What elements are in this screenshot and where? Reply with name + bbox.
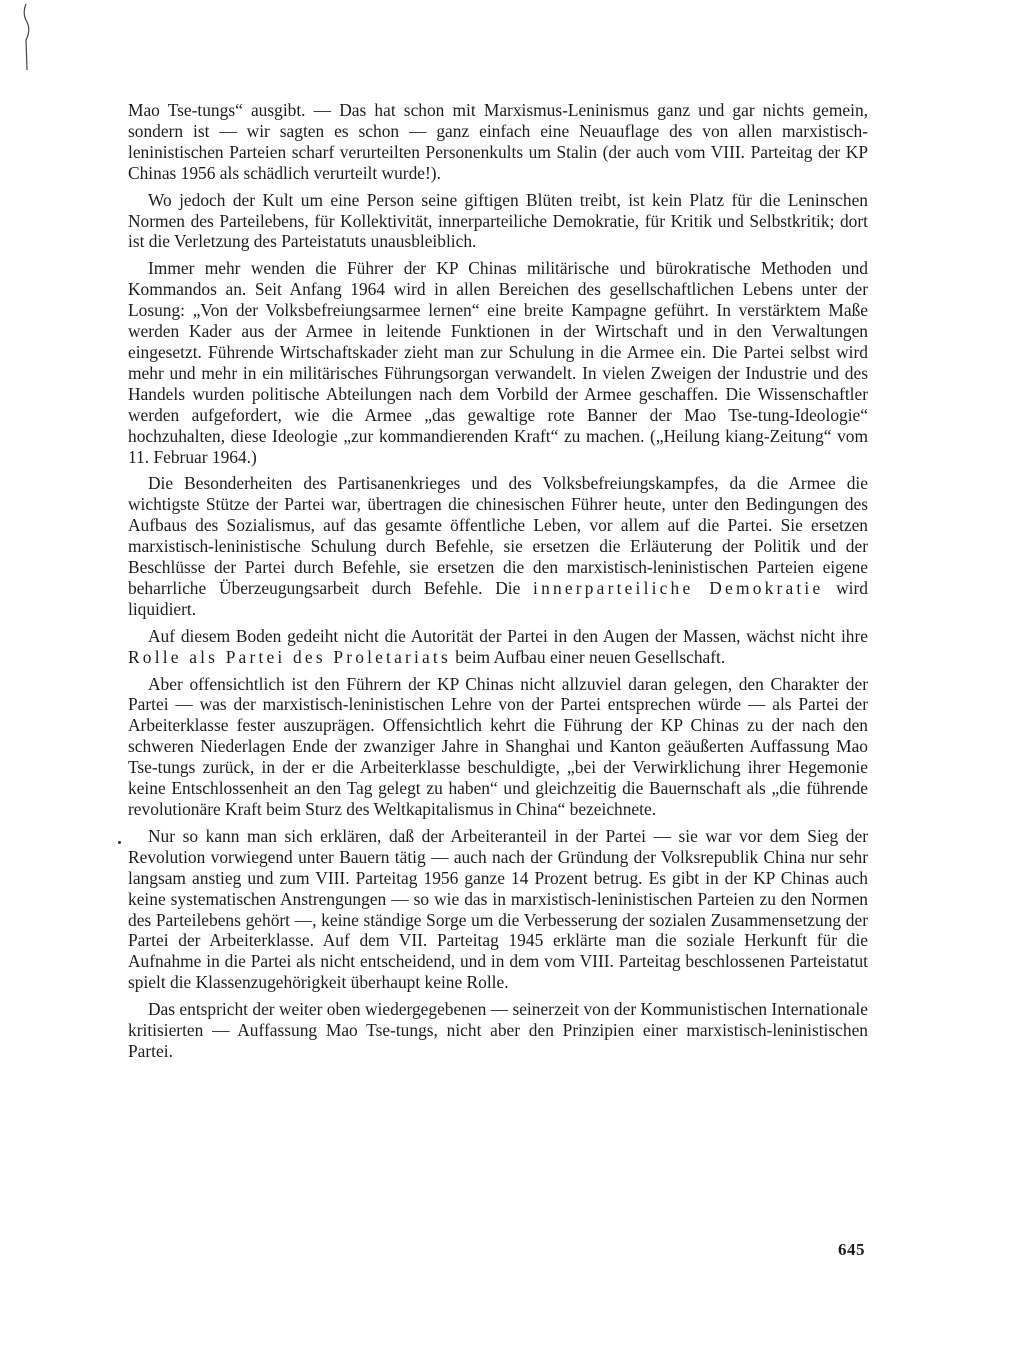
- paragraph-5: Auf diesem Boden gedeiht nicht die Autorität der Partei in den Augen der Massen, wächst nicht ihre Rolle als Partei des Proletariats beim Aufbau einer neuen Gesellschaft.: [128, 625, 868, 667]
- spaced-emphasis: Rolle als Partei des Proletariats: [128, 646, 451, 667]
- paragraph-2: Wo jedoch der Kult um eine Person seine giftigen Blüten treibt, ist kein Platz für die Leninschen Normen des Parteilebens, für Kollektivität, innerparteiliche Demokratie, für Kritik und Selbstkritik; dort ist die Verletzung des Parteistatuts unausbleiblich.: [128, 189, 868, 252]
- spaced-emphasis: innerparteiliche Demokratie: [533, 577, 824, 598]
- paragraph-6: Aber offensichtlich ist den Führern der KP Chinas nicht allzuviel daran gelegen, den Charakter der Partei — was der marxistisch-leninistischen Lehre von der Partei entsprechen würde — als Partei der Arbeiterklasse fester auszuprägen. Offensichtlich kehrt die Führung der KP Chinas zu der nach den schweren Niederlagen Ende der zwanziger Jahre in Shanghai und Kanton geäußerten Auffassung Mao Tse-tungs zurück, in der er die Arbeiterklasse beschuldigte, „bei der Verwirklichung ihrer Hegemonie keine Entschlossenheit an den Tag gelegt zu haben“ und gleichzeitig die Bauernschaft als „die führende revolutionäre Kraft beim Sturz des Weltkapitalismus in China“ bezeichnete.: [128, 673, 868, 819]
- paragraph-1: Mao Tse-tungs“ ausgibt. — Das hat schon mit Marxismus-Leninismus ganz und gar nichts gemein, sondern ist — wir sagten es schon — ganz einfach eine Neuauflage des von allen marxistisch-leninistischen Parteien scharf verurteilten Personenkults um Stalin (der auch vom VIII. Parteitag der KP Chinas 1956 als schädlich verurteilt wurde!).: [128, 100, 868, 183]
- paragraph-4: Die Besonderheiten des Partisanenkrieges und des Volksbefreiungskampfes, da die Armee die wichtigste Stütze der Partei war, übertragen die chinesischen Führer heute, unter den Bedingungen des Aufbaus des Sozialismus, auf das gesamte öffentliche Leben, vor allem auf die Partei. Sie ersetzen marxistisch-leninistische Schulung durch Befehle, sie ersetzen die Erläuterung der Politik und der Beschlüsse der Partei durch Befehle, sie ersetzen die den marxistisch-leninistischen Parteien eigene beharrliche Überzeugungsarbeit durch Befehle. Die innerparteiliche Demokratie wird liquidiert.: [128, 473, 869, 619]
- document-body: [128, 100, 868, 1068]
- paragraph-8: Das entspricht der weiter oben wiedergegebenen — seinerzeit von der Kommunistischen Internationale kritisierten — Auffassung Mao Tse-tungs, nicht aber den Prinzipien einer marxistisch-leninistischen Partei.: [128, 999, 868, 1061]
- margin-mark: [18, 0, 38, 110]
- paragraph-7: Nur so kann man sich erklären, daß der Arbeiteranteil in der Partei — sie war vor dem Sieg der Revolution vorwiegend unter Bauern tätig — auch nach der Gründung der Volksrepublik China nur sehr langsam anstieg und zum VIII. Parteitag 1956 ganze 14 Prozent betrug. Es gibt in der KP Chinas auch keine systematischen Anstrengungen — so wie das in marxistisch-leninistischen Parteien zu den Normen des Parteilebens gehört —, keine ständige Sorge um die Verbesserung der sozialen Zusammensetzung der Partei der Arbeiterklasse. Auf dem VII. Parteitag 1945 erklärte man die soziale Herkunft für die Aufnahme in die Partei als nicht entscheidend, und in dem vom VIII. Parteitag beschlossenen Parteistatut spielt die Klassenzugehörigkeit überhaupt keine Rolle.: [128, 825, 868, 993]
- paragraph-3: Immer mehr wenden die Führer der KP Chinas militärische und bürokratische Methoden und Kommandos an. Seit Anfang 1964 wird in allen Bereichen des gesellschaftlichen Lebens unter der Losung: „Von der Volksbefreiungsarmee lernen“ eine breite Kampagne geführt. In verstärktem Maße werden Kader aus der Armee in leitende Funktionen in der Wirtschaft und in den Verwaltungen eingesetzt. Führende Wirtschaftskader zieht man zur Schulung in die Armee ein. Die Partei selbst wird mehr und mehr in ein militärisches Führungsorgan verwandelt. In vielen Zweigen der Industrie und des Handels wurden politische Abteilungen nach dem Vorbild der Armee geschaffen. Die Wissenschaftler werden aufgefordert, wie die Armee „das gewaltige rote Banner der Mao Tse-tung-Ideologie“ hochzuhalten, diese Ideologie „zur kommandierenden Kraft“ zu machen. („Heilung kiang-Zeitung“ vom 11. Februar 1964.): [128, 258, 868, 467]
- page-number: 645: [838, 1240, 865, 1259]
- margin-dot: [118, 841, 121, 844]
